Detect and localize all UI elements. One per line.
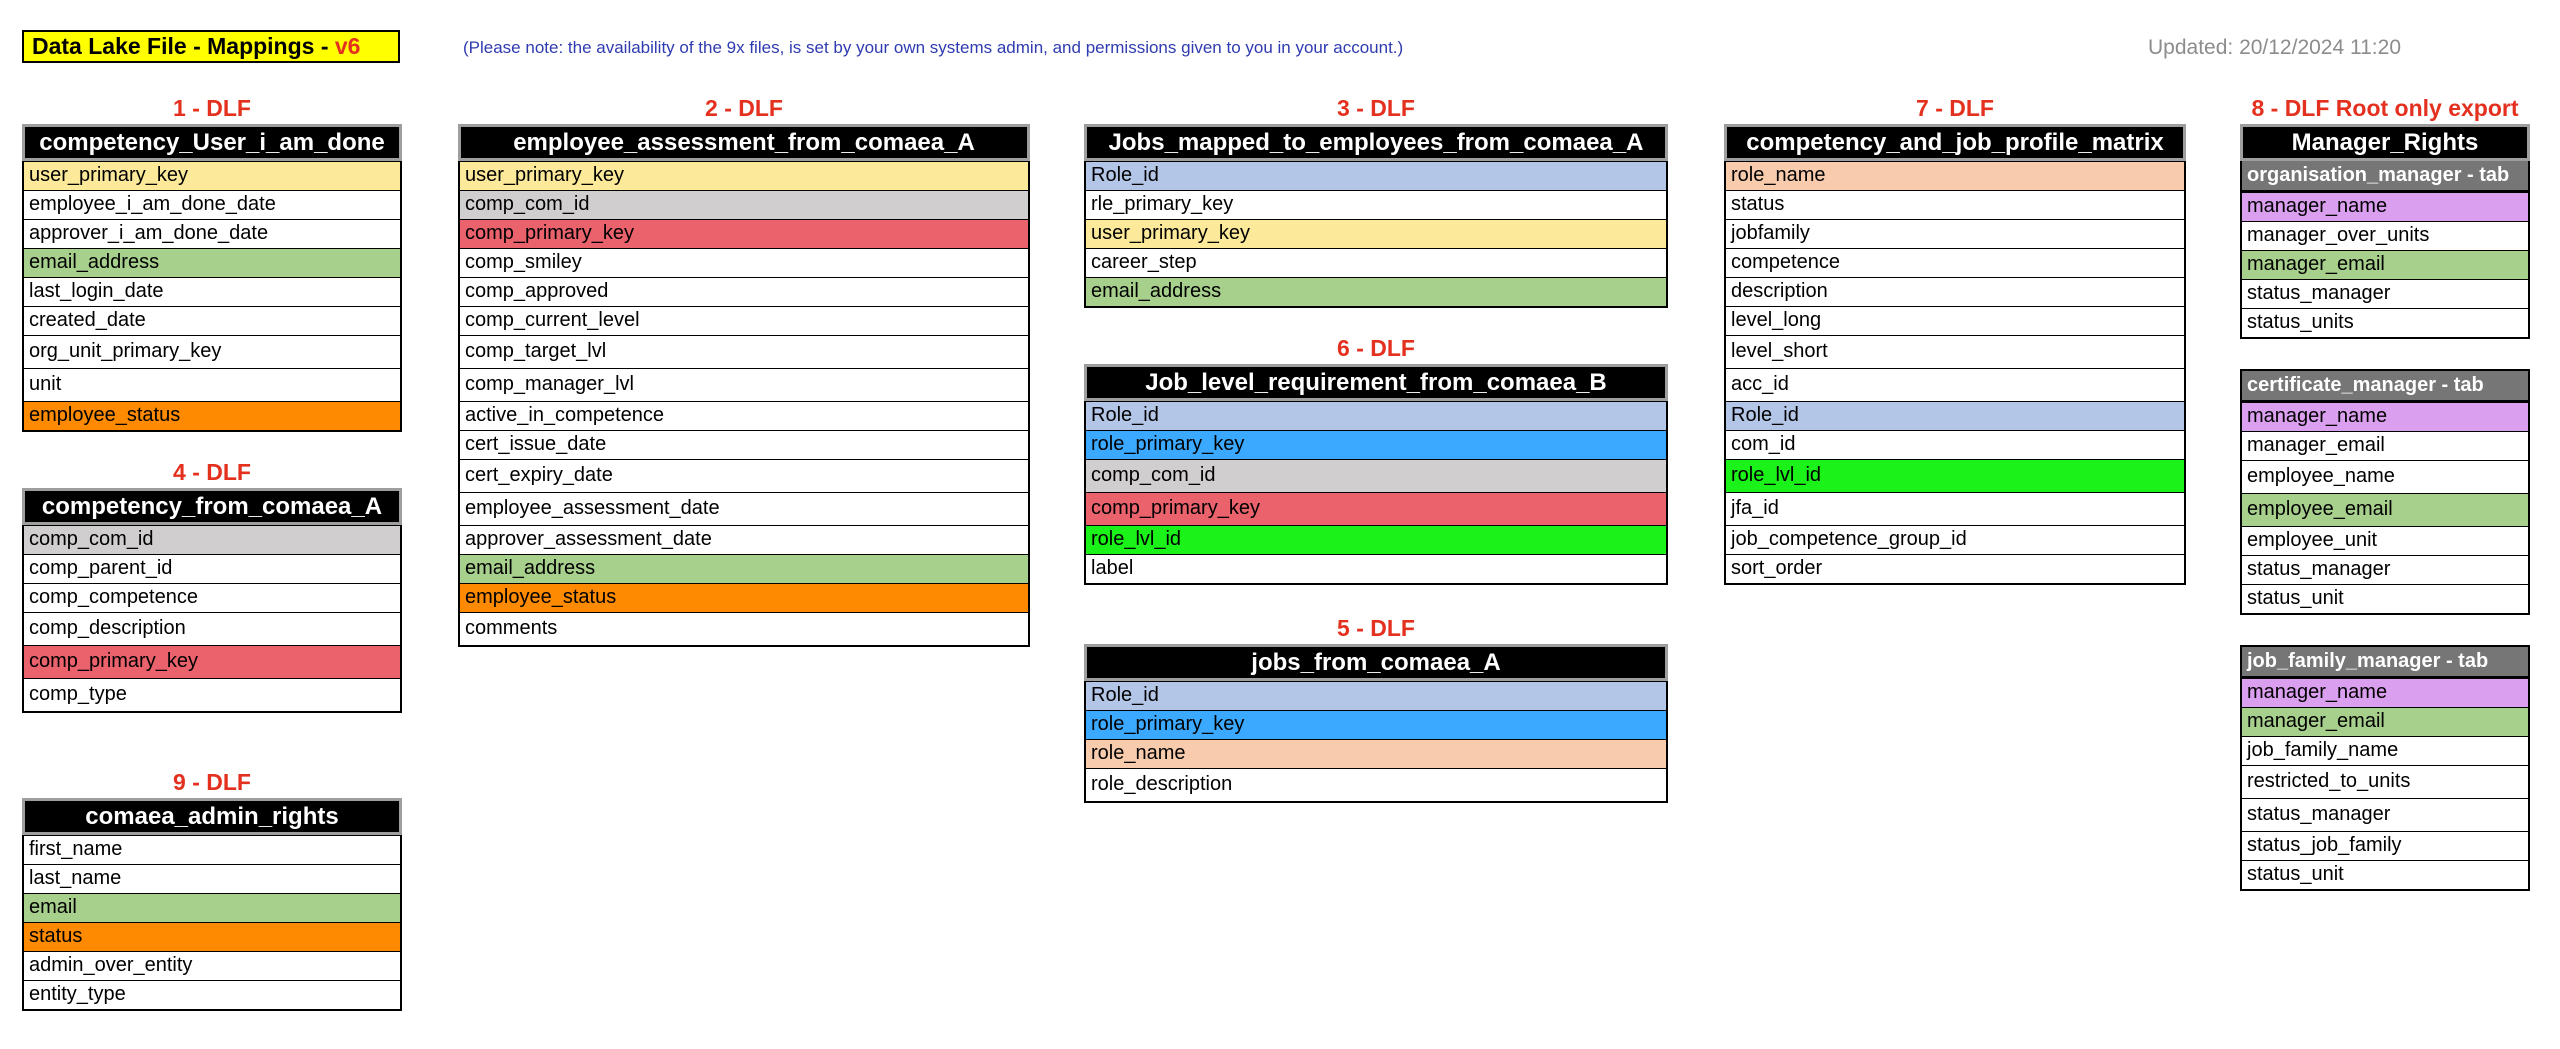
table-row: employee_unit — [2242, 526, 2528, 555]
table-row: comp_com_id — [24, 525, 400, 554]
table-header: Jobs_mapped_to_employees_from_comaea_A — [1084, 124, 1668, 161]
table-header: competency_User_i_am_done — [22, 124, 402, 161]
table-row: jfa_id — [1726, 492, 2184, 525]
table-row: employee_email — [2242, 493, 2528, 526]
table-caption: 1 - DLF — [173, 95, 251, 121]
table-row: user_primary_key — [24, 161, 400, 190]
table-row: comp_primary_key — [1086, 492, 1666, 525]
table-row: comp_parent_id — [24, 554, 400, 583]
group-header-certificate-manager: certificate_manager - tab — [2240, 369, 2530, 402]
table-row: manager_email — [2242, 250, 2528, 279]
table-caption: 8 - DLF Root only export — [2251, 95, 2519, 121]
table-row: approver_assessment_date — [460, 525, 1028, 554]
table-competency-from-comaea-a — [22, 459, 402, 713]
table-row: status_manager — [2242, 279, 2528, 308]
table-job-level-requirement — [1084, 335, 1668, 585]
table-row: manager_name — [2242, 192, 2528, 221]
availability-note: (Please note: the availability of the 9x files, is set by your own systems admin, and permissions given to you in your account.) — [463, 38, 1404, 57]
group-header-job-family-manager: job_family_manager - tab — [2240, 645, 2530, 678]
table-row: comp_current_level — [460, 306, 1028, 335]
table-row: label — [1086, 554, 1666, 583]
table-header: Manager_Rights — [2240, 124, 2530, 161]
title-text: Data Lake File - Mappings - — [32, 33, 335, 59]
table-jobs-from-comaea-a — [1084, 615, 1668, 803]
table-row: comp_description — [24, 612, 400, 645]
table-row: role_lvl_id — [1086, 525, 1666, 554]
table-row: description — [1726, 277, 2184, 306]
table-row: status_manager — [2242, 555, 2528, 584]
table-row: job_competence_group_id — [1726, 525, 2184, 554]
version-label: v6 — [334, 33, 361, 59]
table-jobs-mapped-to-employees — [1084, 95, 1668, 308]
table-row: Role_id — [1086, 161, 1666, 190]
table-caption: 5 - DLF — [1337, 615, 1415, 641]
table-row: active_in_competence — [460, 401, 1028, 430]
table-row: comp_type — [24, 678, 400, 711]
table-caption: 9 - DLF — [173, 769, 251, 795]
table-row: manager_over_units — [2242, 221, 2528, 250]
table-caption: 4 - DLF — [173, 459, 251, 485]
table-competency-and-job-profile-matrix — [1724, 95, 2186, 585]
table-header: competency_from_comaea_A — [22, 488, 402, 525]
table-caption: 6 - DLF — [1337, 335, 1415, 361]
table-row: email — [24, 893, 400, 922]
table-row: cert_expiry_date — [460, 459, 1028, 492]
table-row: comp_approved — [460, 277, 1028, 306]
table-header: competency_and_job_profile_matrix — [1724, 124, 2186, 161]
table-row: acc_id — [1726, 368, 2184, 401]
table-row: email_address — [460, 554, 1028, 583]
table-row: manager_email — [2242, 431, 2528, 460]
table-row: comp_target_lvl — [460, 335, 1028, 368]
table-row: jobfamily — [1726, 219, 2184, 248]
table-competency-user-i-am-done — [22, 95, 402, 432]
table-row: status_job_family — [2242, 831, 2528, 860]
table-row: comp_primary_key — [24, 645, 400, 678]
table-row: entity_type — [24, 980, 400, 1009]
table-row: comp_com_id — [1086, 459, 1666, 492]
table-row: unit — [24, 368, 400, 401]
updated-timestamp: Updated: 20/12/2024 11:20 — [2148, 36, 2401, 59]
table-manager-rights — [2240, 95, 2530, 891]
table-row: employee_name — [2242, 460, 2528, 493]
table-row: employee_assessment_date — [460, 492, 1028, 525]
table-row: status — [1726, 190, 2184, 219]
table-row: competence — [1726, 248, 2184, 277]
table-row: comp_com_id — [460, 190, 1028, 219]
table-row: comp_competence — [24, 583, 400, 612]
table-row: employee_status — [24, 401, 400, 430]
table-row: role_name — [1086, 739, 1666, 768]
table-row: level_short — [1726, 335, 2184, 368]
table-caption: 7 - DLF — [1916, 95, 1994, 121]
table-row: role_name — [1726, 161, 2184, 190]
table-row: employee_i_am_done_date — [24, 190, 400, 219]
table-row: com_id — [1726, 430, 2184, 459]
group-header-organisation-manager: organisation_manager - tab — [2240, 161, 2530, 192]
table-row: last_login_date — [24, 277, 400, 306]
table-row: user_primary_key — [1086, 219, 1666, 248]
table-row: role_primary_key — [1086, 430, 1666, 459]
table-comaea-admin-rights — [22, 769, 402, 1011]
table-row: comp_smiley — [460, 248, 1028, 277]
table-row: role_primary_key — [1086, 710, 1666, 739]
table-row: email_address — [24, 248, 400, 277]
table-row: user_primary_key — [460, 161, 1028, 190]
table-row: status_units — [2242, 308, 2528, 337]
table-caption: 3 - DLF — [1337, 95, 1415, 121]
table-row: restricted_to_units — [2242, 765, 2528, 798]
table-row: comments — [460, 612, 1028, 645]
table-row: status_unit — [2242, 860, 2528, 889]
table-row: Role_id — [1726, 401, 2184, 430]
table-header: comaea_admin_rights — [22, 798, 402, 835]
table-employee-assessment-from-comaea-a — [458, 95, 1030, 647]
table-row: rle_primary_key — [1086, 190, 1666, 219]
table-row: comp_manager_lvl — [460, 368, 1028, 401]
table-row: status_unit — [2242, 584, 2528, 613]
table-row: role_lvl_id — [1726, 459, 2184, 492]
table-row: status — [24, 922, 400, 951]
table-row: email_address — [1086, 277, 1666, 306]
table-row: status_manager — [2242, 798, 2528, 831]
table-row: last_name — [24, 864, 400, 893]
table-row: approver_i_am_done_date — [24, 219, 400, 248]
page-title — [22, 30, 400, 63]
table-header: employee_assessment_from_comaea_A — [458, 124, 1030, 161]
table-row: created_date — [24, 306, 400, 335]
table-row: employee_status — [460, 583, 1028, 612]
table-row: first_name — [24, 835, 400, 864]
table-row: level_long — [1726, 306, 2184, 335]
table-row: manager_name — [2242, 678, 2528, 707]
table-header: jobs_from_comaea_A — [1084, 644, 1668, 681]
table-caption: 2 - DLF — [705, 95, 783, 121]
table-row: career_step — [1086, 248, 1666, 277]
table-row: org_unit_primary_key — [24, 335, 400, 368]
table-row: manager_name — [2242, 402, 2528, 431]
table-row: role_description — [1086, 768, 1666, 801]
table-row: cert_issue_date — [460, 430, 1028, 459]
table-row: Role_id — [1086, 681, 1666, 710]
table-header: Job_level_requirement_from_comaea_B — [1084, 364, 1668, 401]
table-row: comp_primary_key — [460, 219, 1028, 248]
table-row: admin_over_entity — [24, 951, 400, 980]
table-row: sort_order — [1726, 554, 2184, 583]
table-row: Role_id — [1086, 401, 1666, 430]
table-row: manager_email — [2242, 707, 2528, 736]
table-row: job_family_name — [2242, 736, 2528, 765]
